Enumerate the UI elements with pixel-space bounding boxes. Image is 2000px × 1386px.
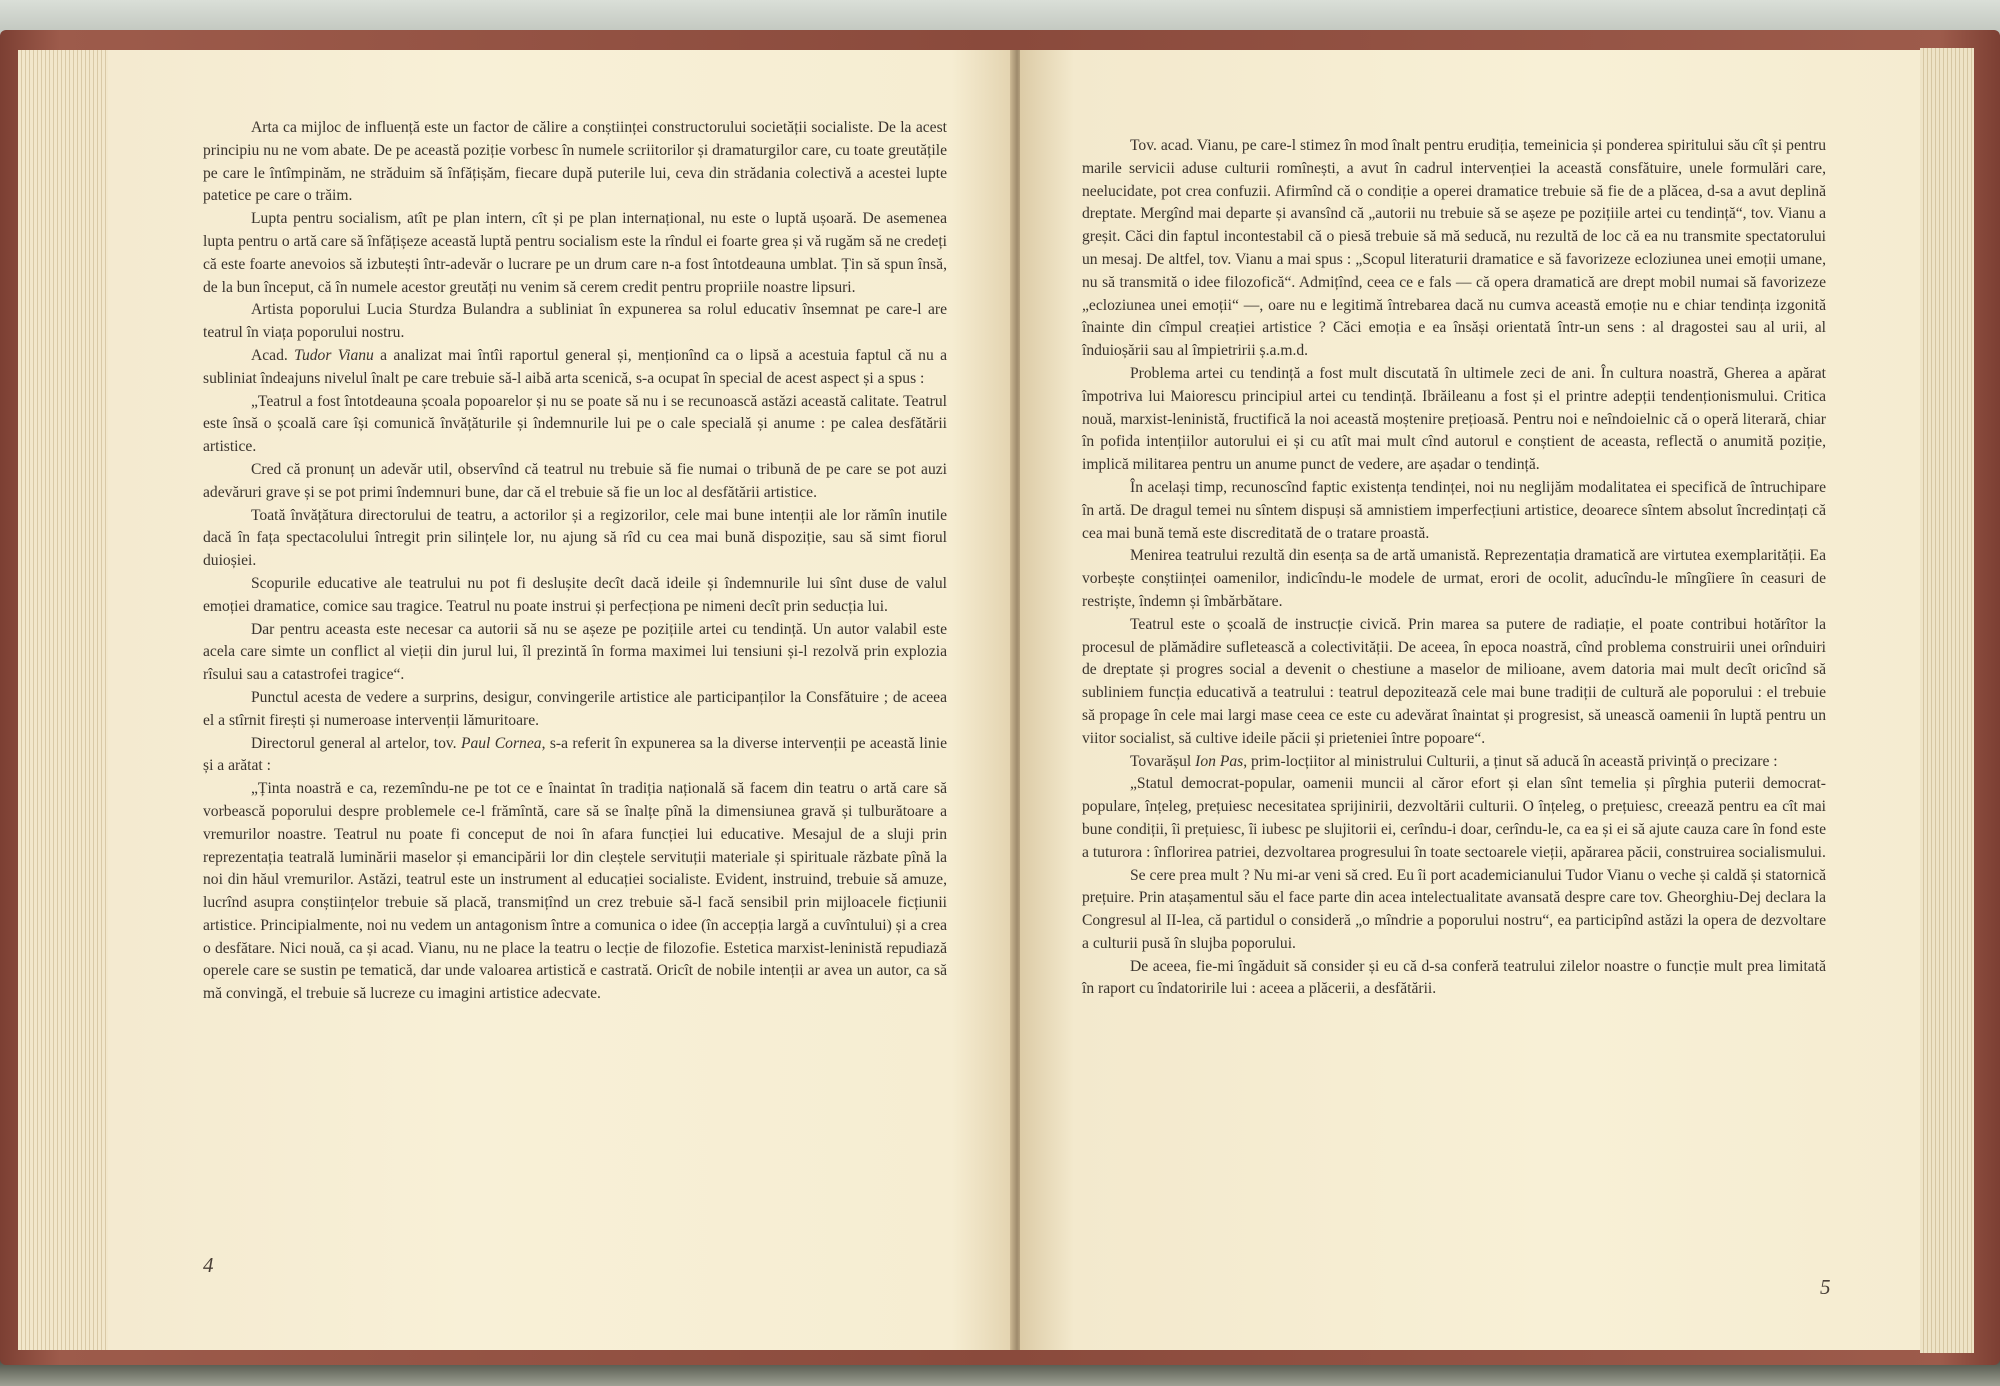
paragraph: Tovarășul Ion Pas, prim-locțiitor al ministrului Culturii, a ținut să aducă în această privință o precizare :: [1130, 752, 1778, 770]
quote-paragraph: „Statul democrat-popular, oamenii muncii al căror efort și elan sînt temelia și pîrghia puterii democrat-populare, înțeleg, prețuiesc necesitatea sprijinirii, dezvoltării culturii. O înțeleg, o prețuiesc, creează pentru ea cît mai bune condiții, îi prețuiesc, îi iubesc pe slujitorii ei, cerîndu-i doar, cerîndu-le, ca ea și ei să ajute cauza care în fond este a tuturora : înflorirea patriei, dezvoltarea progresului în toate sectoarele vieții, apărarea păcii, construirea socialismului.: [1082, 775, 1826, 861]
person-name: Tudor Vianu: [294, 346, 374, 364]
quote-paragraph: „Teatrul a fost întotdeauna școala popoarelor și nu se poate să nu i se recunoască astăzi această calitate. Teatrul este însă o școală care își comunică învățăturile și îndemnurile lui pe o cale specială și anume : pe calea desfătării artistice.: [203, 392, 947, 456]
page-number-right: 5: [1820, 1275, 1831, 1299]
page-edges-left: [18, 50, 108, 1350]
paragraph: Arta ca mijloc de influență este un factor de călire a conștiinței constructorului societății socialiste. De la acest principiu nu ne vom abate. De pe această poziție vorbesc în numele scriitorilor și dramaturgilor care, cu toate greutățile pe care le întîmpinăm, ne străduim să înfățișăm, fiecare după puterile lui, ceva din strădania colectivă a acestei lupte patetice pe care o trăim.: [203, 119, 947, 205]
paragraph: Toată învățătura directorului de teatru, a actorilor și a regizorilor, cele mai bune intenții ale lor rămîn inutile dacă în fața spectacolului întregit prin silințele lor, nu ajung să rîd cu cea mai bună dispoziție, sau să simt fiorul duioșiei.: [203, 506, 947, 570]
right-page: [1020, 50, 1920, 1350]
person-name: Ion Pas: [1195, 752, 1244, 770]
paragraph: Tov. acad. Vianu, pe care-l stimez în mod înalt pentru erudiția, temeinicia și ponderea spiritului său cît și pentru marile servicii aduse culturii romînești, a avut în cadrul intervenției la această consfătuire, unele formulări care, neelucidate, pot crea confuzii. Afirmînd că o condiție a operei dramatice trebuie să fie de a plăcea, d-sa a avut deplină dreptate. Mergînd mai departe și avansînd că „autorii nu trebuie să se așeze pe pozițiile artei cu tendință“, tov. Vianu a greșit. Căci din faptul incontestabil că o piesă trebuie să mă seducă, nu rezultă de loc că ea nu transmite spectatorului un mesaj. De altfel, tov. Vianu a mai spus : „Scopul literaturii dramatice e să favorizeze ecloziunea unei emoții umane, nu să transmită o idee filozofică“. Admițînd, ceea ce e fals — că opera dramatică are drept mobil numai să favorizeze „ecloziunea unei emoții“ —, oare nu e legitimă întrebarea dacă nu cumva această emoție nu e chiar tendința izgonită înainte din cîmpul creației artistice ? Căci emoția e ea însăși orientată într-un sens : al dragostei sau al urii, al înduioșării sau al împietririi ș.a.m.d.: [1082, 137, 1826, 360]
person-name: Paul Cornea: [460, 734, 542, 752]
page-number-left: 4: [203, 1253, 214, 1277]
paragraph: Problema artei cu tendință a fost mult discutată în ultimele zeci de ani. În cultura noastră, Gherea a apărat împotriva lui Maiorescu principiul artei cu tendință. Ibrăileanu a fost și el printre adepții tendenționismului. Critica nouă, marxist-leninistă, fructifică la noi această moștenire prețioasă. Pentru noi e neîndoielnic că o operă literară, chiar în pofida intențiilor autorului ei și cu atît mai mult cînd autorul e conștient de aceasta, reflectă o anumită poziție, implică militarea pentru un anume punct de vedere, are așadar o tendință.: [1082, 364, 1826, 474]
paragraph: Lupta pentru socialism, atît pe plan intern, cît și pe plan internațional, nu este o luptă ușoară. De asemenea lupta pentru o artă care să înfățișeze această luptă pentru socialism este la rîndul ei foarte grea și vă rugăm să ne credeți că este foarte anevoios să izbutești într-adevăr o lucrare pe un drum care n-a fost întotdeauna umblat. Țin să spun însă, de la bun început, că în numele acestor greutăți nu venim să cerem credit pentru propriile noastre lipsuri.: [203, 210, 947, 296]
paragraph: Teatrul este o școală de instrucție civică. Prin marea sa putere de radiație, el poate contribui hotărîtor la procesul de plămădire sufletească a colectivității. De aceea, în epoca noastră, cînd problema construirii unei orînduiri de dreptate și progres social a devenit o chestiune a maselor de milioane, avem datoria mai mult decît oricînd să subliniem funcția educativă a teatrului : teatrul depozitează cele mai bune tradiții de cultură ale poporului : el trebuie să propage în cele mai largi mase ceea ce este cu adevărat înaintat și progresist, să unească oamenii în luptă pentru un viitor socialist, să cultive ideile păcii și prieteniei între popoare“.: [1082, 615, 1826, 747]
left-page: [108, 50, 1015, 1350]
paragraph: Acad. Tudor Vianu a analizat mai întîi raportul general și, menționînd ca o lipsă a acestuia faptul că nu a subliniat îndeajuns nivelul înalt pe care trebuie să-l aibă arta scenică, s-a ocupat în special de acest aspect și a spus :: [203, 346, 947, 387]
paragraph: Dar pentru aceasta este necesar ca autorii să nu se așeze pe pozițiile artei cu tendință. Un autor valabil este acela care simte un conflict al vieții din jurul lui, îl prezintă în forma maximei lui tensiuni și-l rezolvă prin explozia rîsului sau a catastrofei tragice“.: [203, 620, 947, 684]
paragraph: În același timp, recunoscînd faptic existența tendinței, noi nu neglijăm modalitatea ei specifică de întruchipare în artă. De dragul temei nu sîntem dispuși să amnistiem imperfecțiuni artistice, deoarece sîntem absolut încredințați că cea mai bună temă este discreditată de o tratare proastă.: [1082, 478, 1826, 542]
paragraph: Se cere prea mult ? Nu mi-ar veni să cred. Eu îi port academicianului Tudor Vianu o veche și caldă și statornică prețuire. Prin atașamentul său el face parte din acea intelectualitate avansată despre care tov. Gheorghiu-Dej declara la Congresul al II-lea, că partidul o consideră „o mîndrie a poporului nostru“, ea participînd astăzi la opera de dezvoltare a culturii pusă în slujba poporului.: [1082, 866, 1826, 952]
paragraph: Punctul acesta de vedere a surprins, desigur, convingerile artistice ale participanților la Consfătuire ; de aceea el a stîrnit firești și numeroase intervenții lămuritoare.: [203, 688, 947, 729]
paragraph: Menirea teatrului rezultă din esența sa de artă umanistă. Reprezentația dramatică are virtutea exemplarității. Ea vorbește conștiinței oamenilor, indicîndu-le modele de urmat, erori de ocolit, aducîndu-le mîngîiere în ceasuri de restriște, îndemn și îmbărbătare.: [1082, 547, 1826, 610]
paragraph: Directorul general al artelor, tov. Paul Cornea, s-a referit în expunerea sa la diverse intervenții pe această linie și a arătat :: [203, 734, 947, 775]
right-page-text: [1082, 135, 1826, 1001]
paragraph: Cred că pronunț un adevăr util, observînd că teatrul nu trebuie să fie numai o tribună de pe care se pot auzi adevăruri grave și se pot primi îndemnuri bune, dar că el trebuie să fie un loc al desfătării artistice.: [203, 460, 947, 501]
paragraph: Scopurile educative ale teatrului nu pot fi deslușite decît dacă ideile și îndemnurile lui sînt duse de valul emoției dramatice, comice sau tragice. Teatrul nu poate instrui și perfecționa pe nimeni decît prin seducția lui.: [203, 574, 947, 615]
paragraph: De aceea, fie-mi îngăduit să consider și eu că d-sa conferă teatrului zilelor noastre o funcție mult prea limitată în raport cu îndatoririle lui : aceea a plăcerii, a desfătării.: [1082, 957, 1826, 998]
page-edges-right: [1920, 48, 1974, 1353]
paragraph: Artista poporului Lucia Sturdza Bulandra a subliniat în expunerea sa rolul educativ însemnat pe care-l are teatrul în viața poporului nostru.: [203, 301, 947, 342]
left-page-text: [203, 117, 947, 1006]
quote-paragraph: „Ținta noastră e ca, rezemîndu-ne pe tot ce e înaintat în tradiția națională să facem din teatru o artă care să vorbească poporului despre problemele ce-l frămîntă, care să se înalțe pînă la dimensiunea gravă și tulburătoare a vremurilor noastre. Teatrul nu poate fi conceput de noi în afara funcției lui educative. Mesajul de a sluji prin reprezentația teatrală luminării maselor și emancipării lor din cleștele servituții materiale și spirituale răzbate pînă la noi din hăul vremurilor. Astăzi, teatrul este un instrument al educației socialiste. Evident, instruind, trebuie să amuze, lucrînd asupra conștiințelor trebuie să placă, transmițînd un crez trebuie să-l facă sensibil prin mijloacele ficțiunii artistice. Principialmente, noi nu vedem un antagonism între a comunica o idee (în accepția largă a cuvîntului) și a crea o desfătare. Nici nouă, ca și acad. Vianu, nu ne place la teatru o lecție de filozofie. Estetica marxist-leninistă repudiază operele care se sustin pe tematică, dar unde valoarea artistică e castrată. Oricît de nobile intenții ar avea un autor, ca să mă convingă, el trebuie să lucreze cu imagini artistice adecvate.: [203, 780, 947, 1003]
